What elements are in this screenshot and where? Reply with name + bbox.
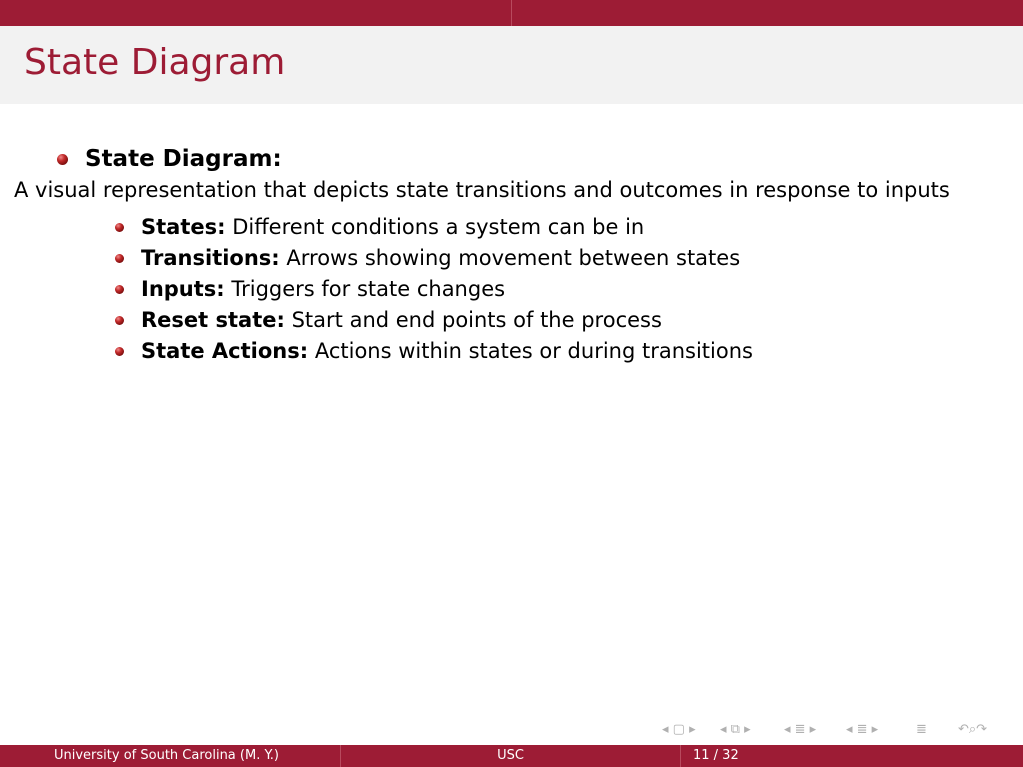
nav-outline-icon[interactable]: ≣ <box>916 722 927 737</box>
list-item <box>141 307 662 333</box>
description-text: A visual representation that depicts state transitions and outcomes in response to inputs <box>14 178 950 202</box>
item-term: Transitions: <box>141 246 280 270</box>
bullet-icon <box>115 254 124 263</box>
nav-subsection-icon[interactable]: ◂ ≣ ▸ <box>784 722 817 737</box>
item-text: Arrows showing movement between states <box>286 246 741 270</box>
item-term: Reset state: <box>141 308 285 332</box>
nav-search-icon[interactable]: ↶⌕↷ <box>958 722 988 737</box>
bullet-icon <box>115 316 124 325</box>
footer-institute: USC <box>340 745 681 767</box>
list-item <box>141 245 740 271</box>
header-bar <box>0 0 1023 26</box>
list-item <box>141 276 505 302</box>
item-text: Triggers for state changes <box>231 277 506 301</box>
item-term: Inputs: <box>141 277 225 301</box>
nav-section-icon[interactable]: ◂ ≣ ▸ <box>846 722 879 737</box>
bullet-icon <box>57 154 68 165</box>
footer-bar <box>0 745 1023 767</box>
header-divider <box>511 0 512 26</box>
item-term: States: <box>141 215 226 239</box>
footer-page: 11 / 32 <box>693 748 739 763</box>
nav-first-icon[interactable]: ◂ ▢ ▸ <box>662 722 696 737</box>
item-term: State Actions: <box>141 339 309 363</box>
main-bullet-heading: State Diagram: <box>85 146 282 172</box>
footer-author: University of South Carolina (M. Y.) <box>54 748 279 763</box>
list-item <box>141 338 753 364</box>
item-text: Different conditions a system can be in <box>232 215 645 239</box>
list-item <box>141 214 644 240</box>
navigation-bar <box>662 722 1022 740</box>
bullet-icon <box>115 285 124 294</box>
bullet-icon <box>115 223 124 232</box>
item-text: Start and end points of the process <box>291 308 662 332</box>
bullet-icon <box>115 347 124 356</box>
item-text: Actions within states or during transitions <box>314 339 753 363</box>
nav-frame-icon[interactable]: ◂ ⧉ ▸ <box>720 722 751 737</box>
slide-title: State Diagram <box>24 42 286 83</box>
